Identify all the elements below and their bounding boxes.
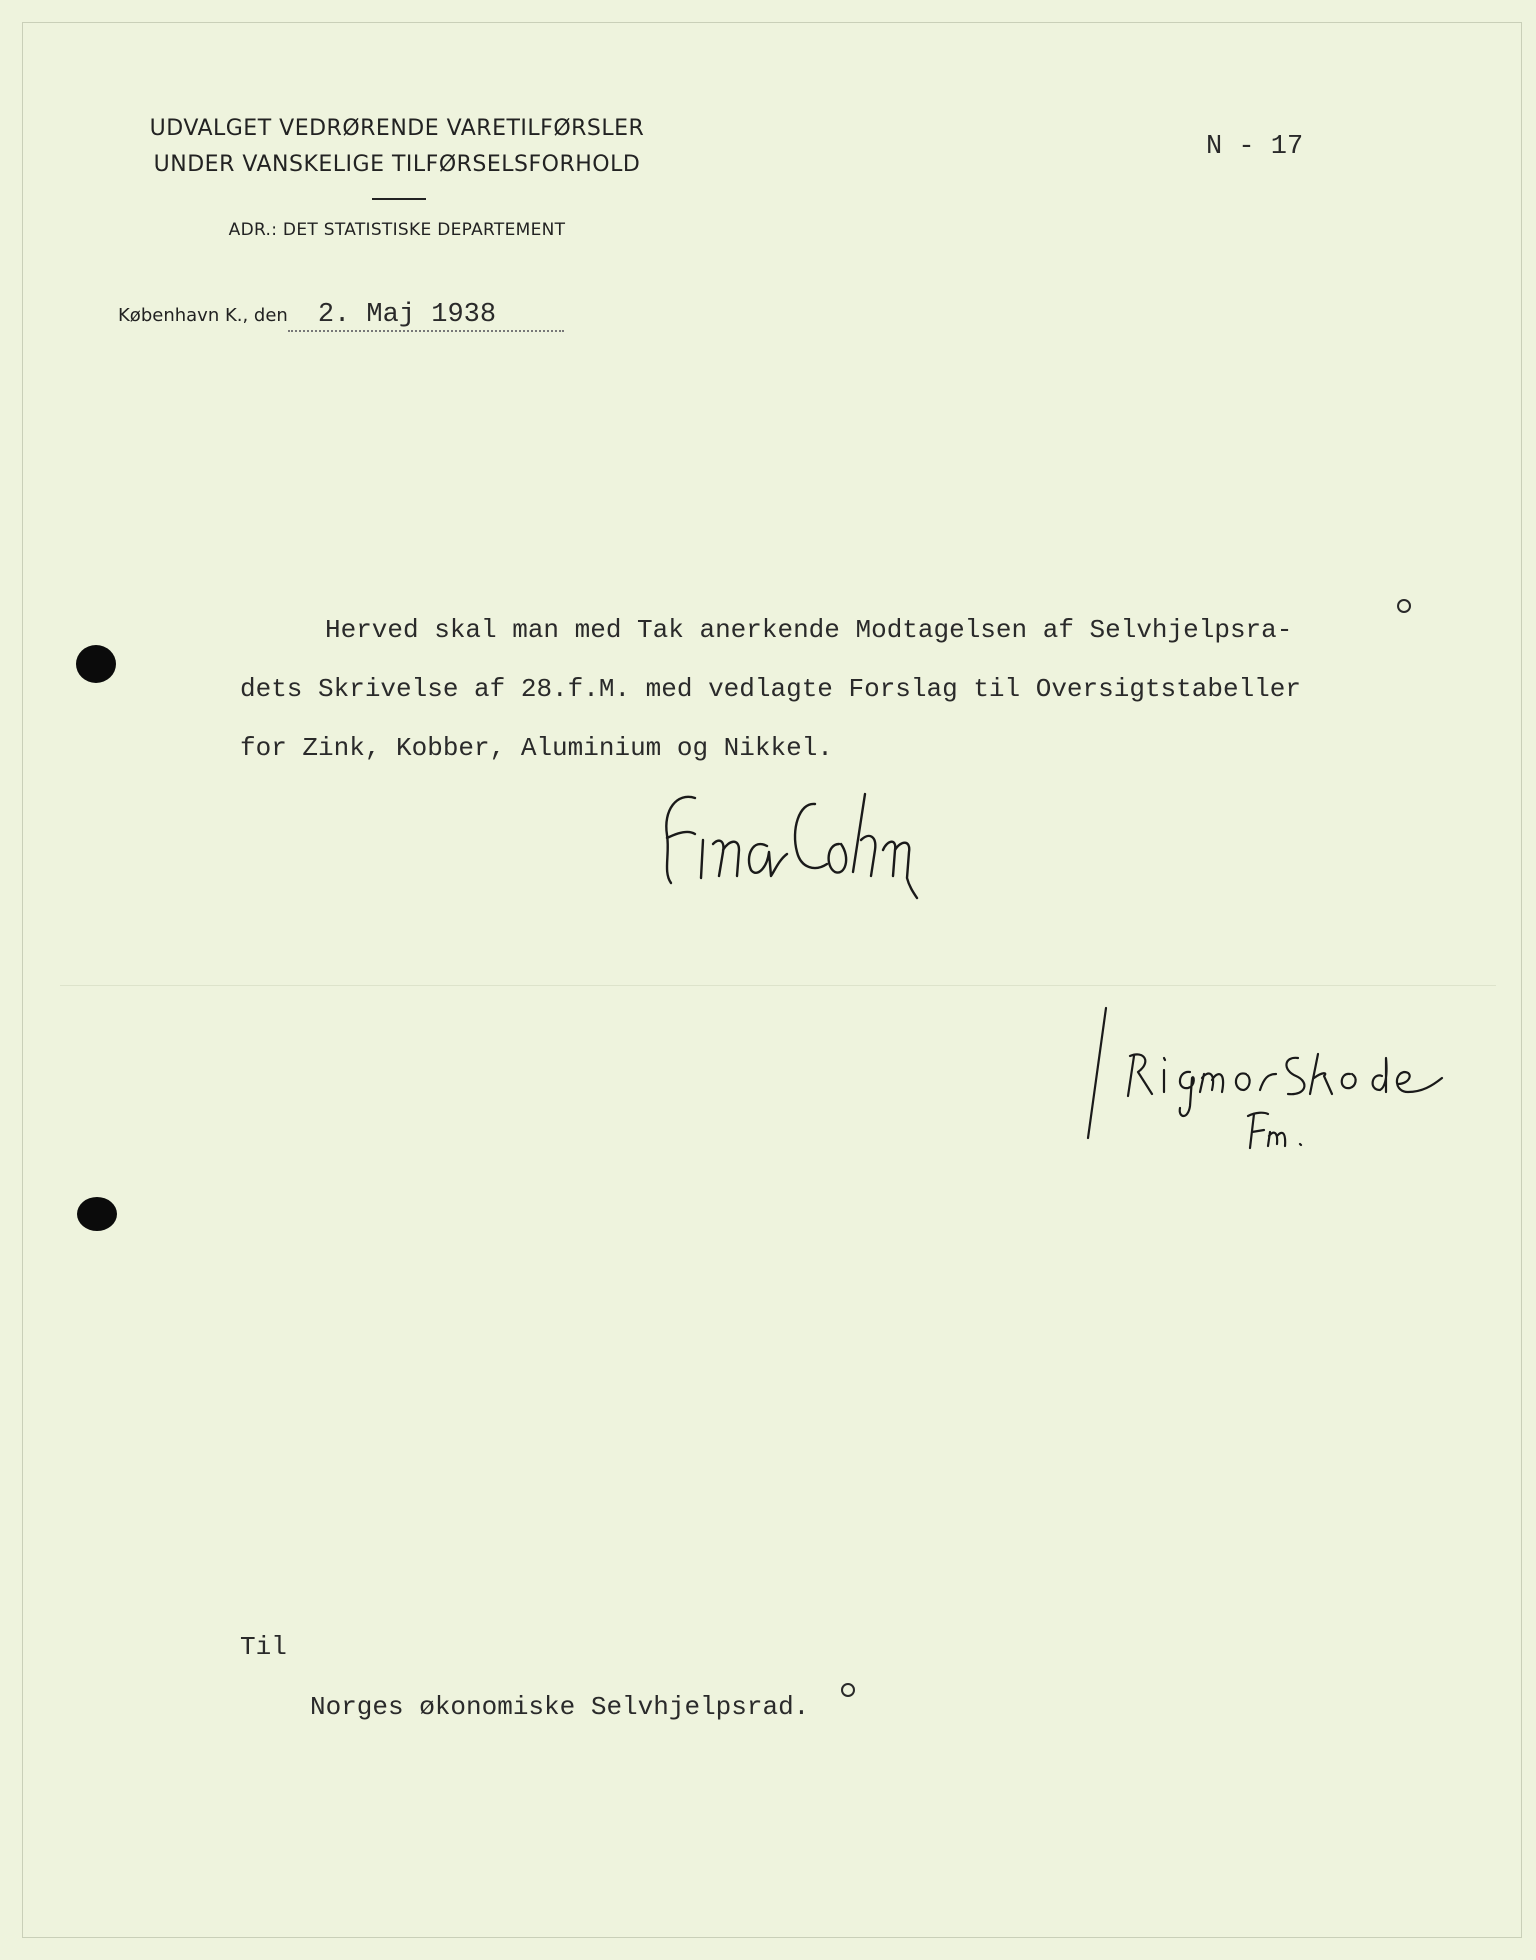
dateline [118,300,564,332]
body-line-3: for Zink, Kobber, Aluminium og Nikkel. [240,733,833,763]
body-line-2: dets Skrivelse af 28.f.M. med vedlagte Forslag til Oversigtstabeller [240,674,1301,704]
body-line-1: Herved skal man med Tak anerkende Modtagelsen af Selvhjelpsra- [325,615,1293,645]
to-label: Til [240,1632,287,1662]
letterhead-line-1: UDVALGET VEDRØRENDE VARETILFØRSLER [149,116,645,141]
place-prefix: København K., den [118,305,288,326]
punch-hole-bottom [77,1197,117,1231]
recipient-name: Norges økonomiske Selvhjelpsrad. [310,1692,810,1722]
ring-diacritic [1397,599,1411,613]
letterhead-address: ADR.: DET STATISTISKE DEPARTEMENT [228,220,566,240]
letterhead-line-2: UNDER VANSKELIGE TILFØRSELSFORHOLD [153,152,641,177]
signature-secondary [1078,1000,1488,1170]
fold-line [60,985,1496,986]
signature-primary [655,780,995,900]
punch-hole-top [76,645,116,683]
date-field: 2. Maj 1938 [288,300,564,332]
ring-diacritic [841,1683,855,1697]
letterhead-divider [372,198,426,200]
reference-number: N - 17 [1206,132,1304,162]
